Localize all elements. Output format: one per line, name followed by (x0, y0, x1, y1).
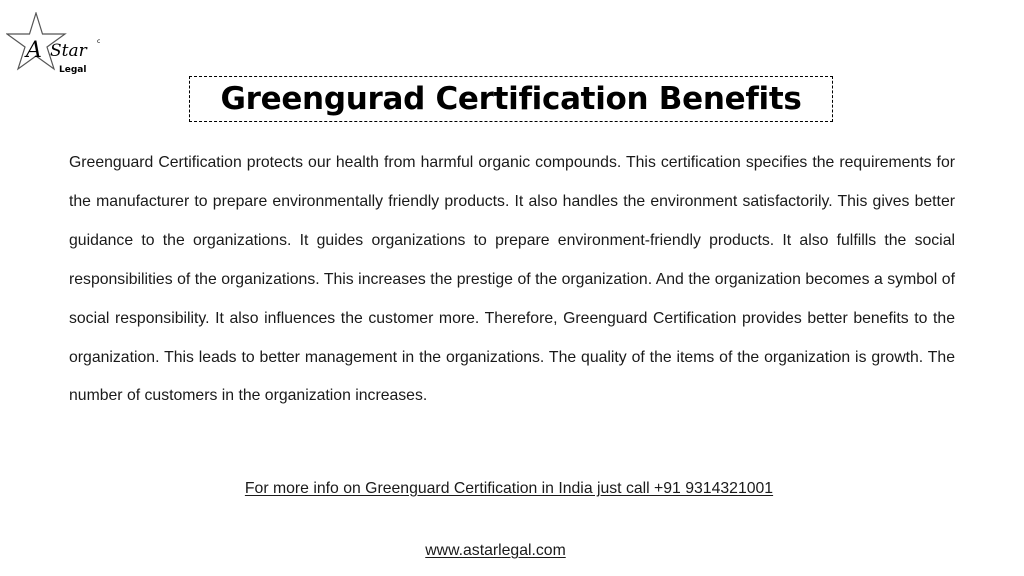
logo-letter-a: A (26, 38, 42, 63)
body-paragraph: Greenguard Certification protects our health from harmful organic compounds. This certification specifies the requirements for the manufacturer to prepare environmentally friendly products. It also handles the environment satisfactorily. This gives better guidance to the organizations. It guides organizations to prepare environment-friendly products. It also fulfills the social responsibilities of the organizations. This increases the prestige of the organization. And the organization becomes a symbol of social responsibility. It also influences the customer more. Therefore, Greenguard Certification provides better benefits to the organization. This leads to better management in the organizations. The quality of the items of the organization is growth. The number of customers in the organization increases. (69, 154, 955, 405)
logo-copyright-mark: c (97, 38, 101, 45)
website-line (0, 541, 991, 561)
page-title: Greengurad Certification Benefits (220, 80, 802, 117)
star-icon (6, 12, 106, 76)
contact-line (0, 479, 1018, 499)
website-link[interactable]: www.astarlegal.com (425, 542, 566, 559)
title-frame (189, 76, 833, 122)
logo-word-legal: Legal (59, 65, 87, 75)
contact-link[interactable]: For more info on Greenguard Certification in India just call +91 9314321001 (244, 480, 774, 497)
logo-word-star: Star (50, 41, 87, 61)
brand-logo (6, 12, 106, 76)
